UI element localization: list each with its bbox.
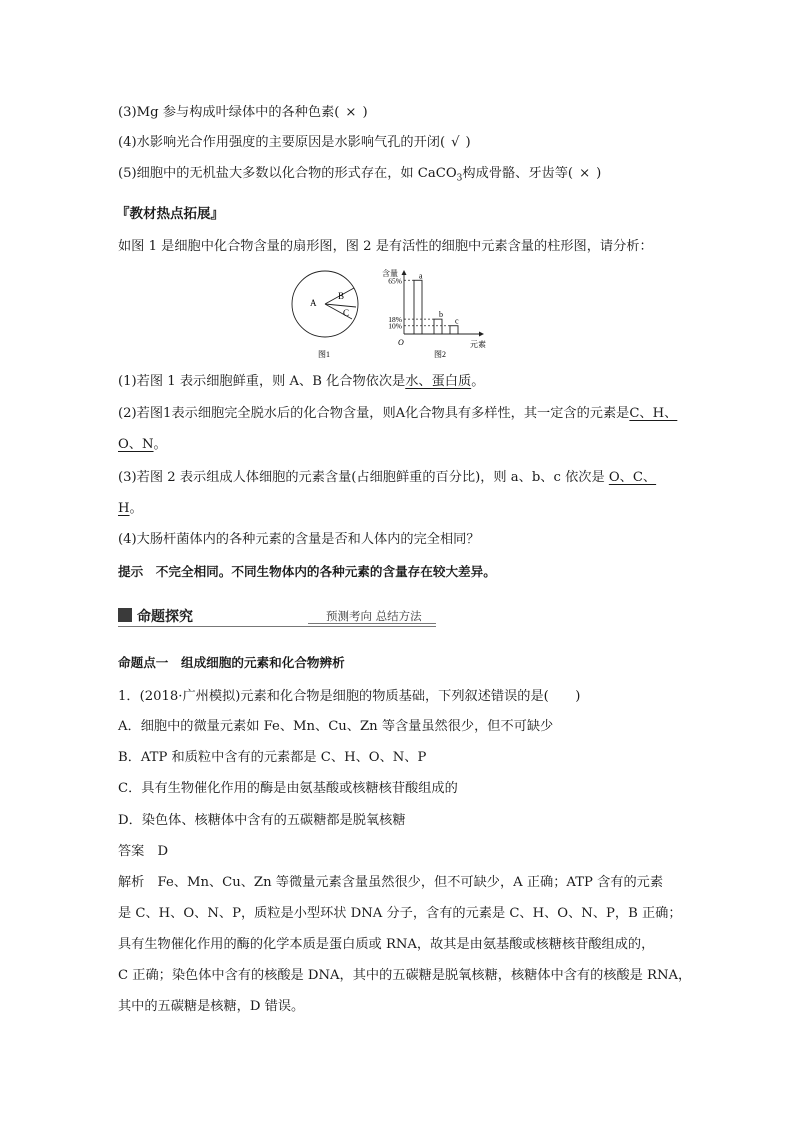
figure-2-caption: 图2 (434, 350, 446, 359)
question-1: (1)若图 1 表示细胞鲜重，则 A、B 化合物依次是水、蛋白质。 (118, 374, 485, 389)
answer-3-part-1: O、C、 (608, 470, 657, 485)
statement-3: (3)Mg 参与构成叶绿体中的各种色素( × ) (118, 105, 368, 120)
mcq-option-c: C．具有生物催化作用的酶是由氨基酸或核糖核苷酸组成的 (118, 781, 458, 796)
pie-label-b: B (338, 291, 345, 301)
x-axis-label: 元素 (470, 340, 486, 349)
bar-label-b: b (439, 310, 443, 320)
mcq-option-b: B．ATP 和质粒中含有的元素都是 C、H、O、N、P (118, 750, 427, 765)
mcq-option-a: A．细胞中的微量元素如 Fe、Mn、Cu、Zn 等含量虽然很少，但不可缺少 (118, 719, 554, 734)
section-tag: 『教材热点拓展』 (116, 206, 224, 222)
y-tick-label: 18% (388, 315, 402, 325)
analysis-line-5: 其中的五碳糖是核糖，D 错误。 (118, 999, 305, 1014)
heading-square-icon (118, 608, 132, 622)
answer-3-part-2: H (118, 501, 130, 516)
intro-paragraph: 如图 1 是细胞中化合物含量的扇形图，图 2 是有活性的细胞中元素含量的柱形图，请分析： (118, 239, 653, 254)
analysis-line-2: 是 C、H、O、N、P，质粒是小型环状 DNA 分子，含有的元素是 C、H、O、N、P，B 正确； (118, 906, 682, 921)
heading-rule-upper (308, 623, 436, 624)
bar-label-c: c (455, 316, 459, 326)
bar-c (450, 326, 458, 334)
wrong-mark: × (345, 105, 357, 120)
y-tick-label: 10% (388, 321, 402, 331)
section-heading (118, 604, 436, 628)
figure-1-caption: 图1 (318, 350, 330, 359)
bar-label-a: a (419, 271, 423, 281)
tip: 提示 不完全相同。不同生物体内的各种元素的含量存在较大差异。 (118, 564, 496, 579)
analysis-line-4: C 正确；染色体中含有的核酸是 DNA，其中的五碳糖是脱氧核糖，核糖体中含有的核酸是 RNA， (118, 968, 692, 983)
question-3: (3)若图 2 表示组成人体细胞的元素含量(占细胞鲜重的百分比)，则 a、b、c 依次是 O、C、 (118, 470, 657, 485)
correct-mark: √ (451, 135, 460, 150)
figure-pie-and-bar (288, 262, 508, 362)
pie-label-c: C (343, 308, 350, 318)
statement-4: (4)水影响光合作用强度的主要原因是水影响气孔的开闭( √ ) (118, 135, 471, 150)
proposition-point: 命题点一 组成细胞的元素和化合物辨析 (118, 655, 345, 670)
answer-2-part-2: O、N (118, 437, 154, 452)
figure-1-pie (292, 271, 358, 359)
y-tick-label: 65% (388, 276, 402, 286)
x-axis-arrow (479, 332, 484, 337)
question-2: (2)若图1表示细胞完全脱水后的化合物含量，则A化合物具有多样性，其一定含的元素是C、H、 (118, 406, 678, 421)
mcq-stem: 1．(2018·广州模拟)元素和化合物是细胞的物质基础，下列叙述错误的是( ) (118, 689, 581, 704)
y-axis-arrow (402, 270, 407, 275)
answer-1: 水、蛋白质 (405, 374, 472, 389)
wrong-mark: × (579, 166, 591, 181)
heading-subtitle: 预测考向 总结方法 (326, 609, 422, 623)
bar-layer (388, 271, 459, 334)
analysis-line-3: 具有生物催化作用的酶的化学本质是蛋白质或 RNA，故其是由氨基酸或核糖核苷酸组成的， (118, 937, 655, 952)
bar-b (434, 319, 442, 334)
analysis-line-1: 解析 Fe、Mn、Cu、Zn 等微量元素含量虽然很少，但不可缺少，A 正确；ATP 含有的元素 (118, 875, 664, 890)
question-3-continued: H。 (118, 501, 143, 516)
mcq-option-d: D．染色体、核糖体中含有的五碳糖都是脱氧核糖 (118, 813, 406, 828)
heading-title: 命题探究 (137, 609, 193, 625)
mcq-answer: 答案 D (118, 844, 169, 859)
question-2-continued: O、N。 (118, 437, 167, 452)
pie-label-a: A (310, 298, 317, 308)
figure-2-bar (382, 268, 486, 359)
y-axis-label: 含量 (382, 269, 398, 278)
heading-rule (118, 626, 436, 627)
answer-2-part-1: C、H、 (629, 406, 678, 421)
statement-5: (5)细胞中的无机盐大多数以化合物的形式存在，如 CaCO$_3$构成骨骼、牙齿等( × ) (118, 166, 602, 184)
origin-label: O (398, 338, 404, 347)
question-4: (4)大肠杆菌体内的各种元素的含量是否和人体内的完全相同？ (118, 532, 480, 547)
